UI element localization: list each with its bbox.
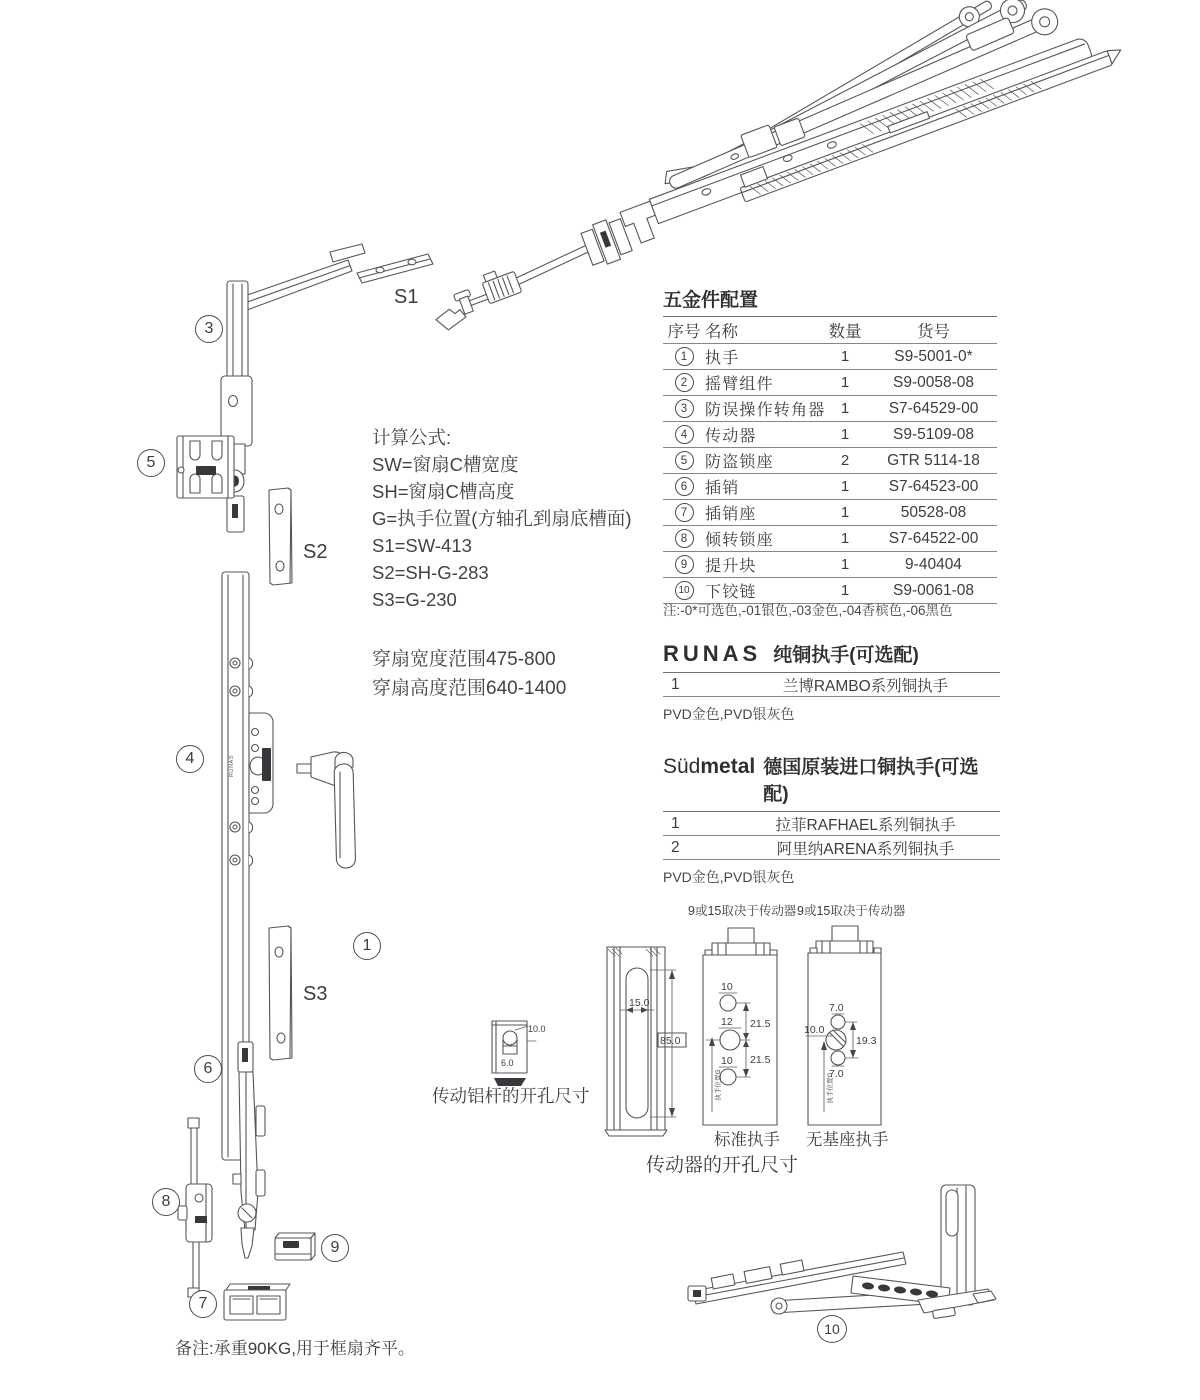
part-name: 插销座	[705, 500, 820, 526]
seq-ring: 6	[675, 477, 694, 496]
part-code: S9-5001-0*	[870, 344, 997, 370]
formula-line: SW=窗扇C槽宽度	[372, 454, 519, 475]
sudmetal-section	[663, 752, 1000, 887]
row-number: 2	[671, 838, 680, 856]
dim-std-hole1: 10	[721, 981, 733, 993]
part-code: 50528-08	[870, 500, 997, 526]
table-row	[663, 344, 997, 370]
part-qty: 1	[820, 396, 870, 422]
part-qty: 2	[820, 448, 870, 474]
seq-ring: 3	[675, 399, 694, 418]
runas-section	[663, 640, 1000, 724]
part-name: 摇臂组件	[705, 370, 820, 396]
runas-title: 纯铜执手(可选配)	[773, 645, 919, 666]
callout-4: 4	[176, 745, 204, 773]
callout-7: 7	[189, 1290, 217, 1318]
part-code: S7-64523-00	[870, 474, 997, 500]
part-code: S9-5109-08	[870, 422, 997, 448]
formula-block	[372, 424, 632, 613]
callout-5: 5	[137, 449, 165, 477]
parts-table-header-row	[663, 317, 997, 344]
dim-nb-top: 7.0	[829, 1002, 844, 1014]
runas-finish-note: PVD金色,PVD银灰色	[663, 706, 795, 722]
dim-slot-width: 15.0	[629, 997, 650, 1009]
part-name: 执手	[705, 344, 820, 370]
dim-std-hole2: 12	[721, 1016, 733, 1028]
sudmetal-section-header	[663, 752, 1000, 812]
row-name: 兰博RAMBO系列铜执手	[782, 677, 949, 695]
parts-table	[663, 316, 997, 604]
callout-10: 10	[817, 1315, 847, 1343]
part-code: GTR 5114-18	[870, 448, 997, 474]
seq-ring: 2	[675, 373, 694, 392]
formula-line: S2=SH-G-283	[372, 562, 489, 583]
row-name: 拉菲RAFHAEL系列铜执手	[775, 816, 956, 834]
part-qty: 1	[820, 422, 870, 448]
driver-drilling-caption: 传动器的开孔尺寸	[646, 1155, 799, 1176]
header-code: 货号	[870, 317, 997, 344]
part-name: 倾转锁座	[705, 526, 820, 552]
runas-brand: RUNAS	[663, 641, 762, 666]
header-name: 名称	[705, 317, 820, 344]
table-row	[663, 396, 997, 422]
dim-std-gap1: 21.5	[750, 1018, 771, 1030]
label-s1: S1	[394, 286, 419, 308]
label-s3: S3	[303, 983, 328, 1005]
part-code: S7-64522-00	[870, 526, 997, 552]
no-base-top-note: 9或15取决于传动器	[797, 904, 906, 918]
callout-1: 1	[353, 932, 381, 960]
dim-slot-height: 85.0	[660, 1035, 681, 1047]
table-row	[663, 370, 997, 396]
part-qty: 1	[820, 552, 870, 578]
dim-std-axis: 执手位置G	[715, 1069, 722, 1101]
row-number: 1	[671, 814, 680, 832]
part-bottom-hinge	[688, 1185, 996, 1319]
seq-ring: 9	[675, 555, 694, 574]
footer-note: 备注:承重90KG,用于框扇齐平。	[175, 1339, 415, 1358]
drawing-no-base-handle	[804, 926, 881, 1125]
sudmetal-brand	[663, 755, 755, 779]
runas-row	[663, 673, 1000, 697]
header-seq: 序号	[663, 317, 705, 344]
part-name: 防盗锁座	[705, 448, 820, 474]
part-name: 传动器	[705, 422, 820, 448]
sudmetal-row	[663, 812, 1000, 836]
callout-6: 6	[194, 1055, 222, 1083]
part-name: 下铰链	[705, 578, 820, 604]
no-base-caption: 无基座执手	[806, 1131, 889, 1149]
part-bolt-keeper	[224, 1284, 290, 1320]
part-qty: 1	[820, 526, 870, 552]
drawing-alu-rod	[492, 1021, 546, 1086]
part-qty: 1	[820, 578, 870, 604]
table-row	[663, 474, 997, 500]
alu-rod-caption: 传动铝杆的开孔尺寸	[432, 1086, 590, 1106]
callout-9: 9	[321, 1234, 349, 1262]
callout-8: 8	[152, 1188, 180, 1216]
part-name: 防误操作转角器	[705, 396, 820, 422]
part-s2-plate	[269, 488, 292, 585]
table-row	[663, 422, 997, 448]
formula-line: G=执手位置(方轴孔到扇底槽面)	[372, 508, 632, 529]
range-line: 穿扇高度范围640-1400	[372, 677, 567, 699]
part-lift-block	[275, 1233, 315, 1260]
sudmetal-row	[663, 836, 1000, 860]
standard-caption: 标准执手	[714, 1131, 780, 1149]
part-handle	[297, 752, 356, 868]
table-row	[663, 552, 997, 578]
row-name: 阿里纳ARENA系列铜执手	[776, 840, 955, 858]
part-code: 9-40404	[870, 552, 997, 578]
part-qty: 1	[820, 370, 870, 396]
part-qty: 1	[820, 344, 870, 370]
dim-nb-bottom: 7.0	[829, 1068, 844, 1080]
dim-std-hole3: 10	[721, 1055, 733, 1067]
formula-line: S1=SW-413	[372, 535, 472, 556]
part-qty: 1	[820, 500, 870, 526]
bar-brand-text: RUNAS	[229, 754, 235, 778]
formula-line: S3=G-230	[372, 589, 457, 610]
callout-3: 3	[195, 315, 223, 343]
sudmetal-finish-note: PVD金色,PVD银灰色	[663, 869, 795, 885]
label-s2: S2	[303, 541, 328, 563]
drawing-profile	[605, 947, 686, 1136]
runas-section-header	[663, 640, 1000, 673]
part-name: 插销	[705, 474, 820, 500]
row-number: 1	[671, 675, 680, 693]
part-qty: 1	[820, 474, 870, 500]
part-code: S9-0058-08	[870, 370, 997, 396]
seq-ring: 4	[675, 425, 694, 444]
dim-std-gap2: 21.5	[750, 1054, 771, 1066]
sudmetal-brand-bold: metal	[700, 755, 756, 778]
dim-nb-left: 10.0	[804, 1024, 825, 1036]
header-qty: 数量	[820, 317, 870, 344]
sash-range-block	[372, 646, 566, 703]
dim-nb-axis: 执手位置G	[827, 1072, 834, 1104]
part-s3-plate	[269, 926, 292, 1060]
part-burglar-keeper	[177, 436, 234, 498]
table-row	[663, 500, 997, 526]
range-line: 穿扇宽度范围475-800	[372, 649, 556, 670]
dim-nb-right: 19.3	[856, 1035, 877, 1047]
dim-alu-inner: 6.0	[501, 1058, 514, 1068]
part-tilt-keeper	[178, 1118, 212, 1297]
formula-line: SH=窗扇C槽高度	[372, 481, 515, 502]
dim-alu-top: 10.0	[528, 1024, 546, 1034]
color-option-note: 注:-0*可选色,-01银色,-03金色,-04香槟色,-06黑色	[663, 603, 953, 618]
sudmetal-title: 德国原装进口铜执手(可选配)	[763, 757, 979, 805]
seq-ring: 1	[675, 347, 694, 366]
scissor-arm-assembly	[397, 0, 1103, 333]
part-s1-bar	[357, 254, 433, 283]
standard-top-note: 9或15取决于传动器	[688, 904, 797, 918]
part-code: S9-0061-08	[870, 578, 997, 604]
sudmetal-brand-light: Süd	[663, 755, 701, 778]
parts-table-title: 五金件配置	[663, 290, 759, 311]
formula-title: 计算公式:	[372, 427, 452, 448]
seq-ring: 8	[675, 529, 694, 548]
part-code: S7-64529-00	[870, 396, 997, 422]
seq-ring: 7	[675, 503, 694, 522]
drawing-standard-handle	[703, 928, 777, 1125]
seq-ring: 10	[675, 581, 694, 600]
part-corner-drive	[221, 244, 365, 532]
seq-ring: 5	[675, 451, 694, 470]
table-row	[663, 448, 997, 474]
part-name: 提升块	[705, 552, 820, 578]
table-row	[663, 526, 997, 552]
